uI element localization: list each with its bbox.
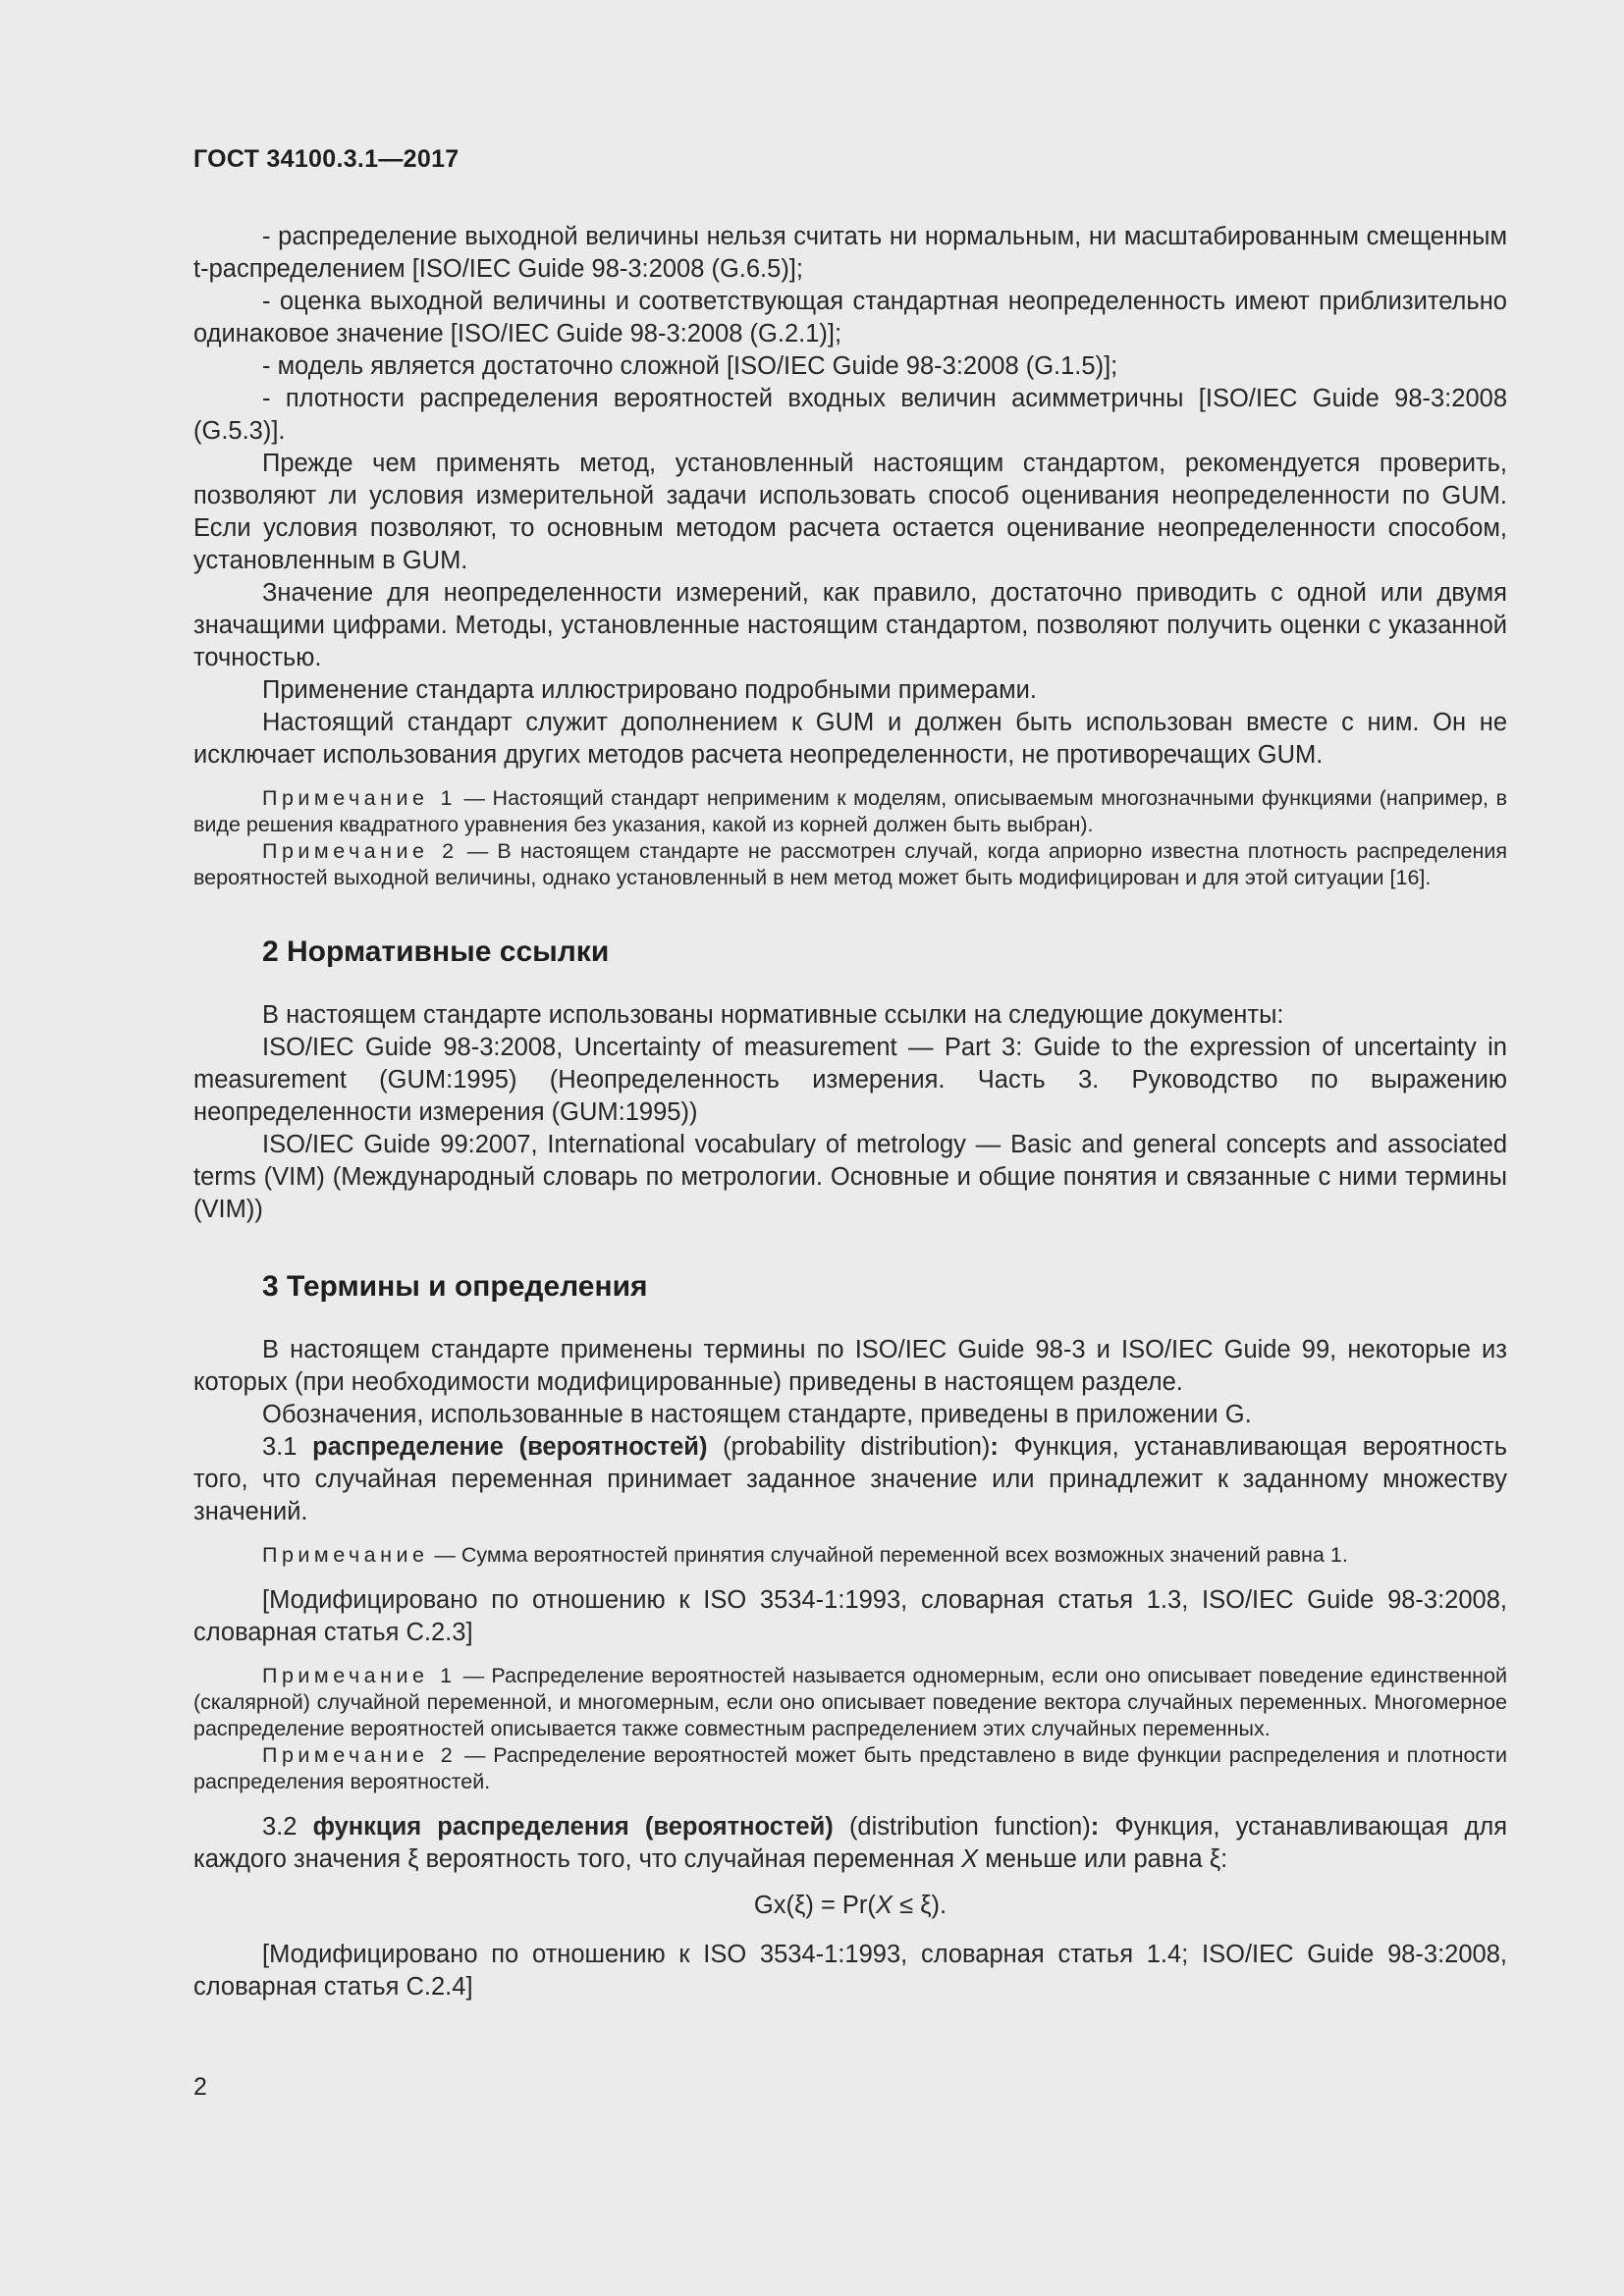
term-english: (probability distribution) — [723, 1433, 991, 1461]
list-item: - плотности распределения вероятностей входных величин асимметричны [ISO/IEC Guide 98-3:2008 (G.5.3)]. — [193, 385, 1507, 445]
paragraph: В настоящем стандарте применены термины по ISO/IEC Guide 98-3 и ISO/IEC Guide 99, некоторые из которых (при необходимости модифицированные) приведены в настоящем разделе. — [193, 1336, 1507, 1396]
note-text: — Распределение вероятностей может быть представлено в виде функции распределения и плотности распределения вероятностей. — [193, 1743, 1508, 1793]
document-header: ГОСТ 34100.3.1—2017 — [193, 145, 460, 173]
note-2 — [193, 1742, 1507, 1795]
note-text: — В настоящем стандарте не рассмотрен случай, когда априорно известна плотность распределения вероятностей выходной величины, однако установленный в нем метод может быть модифицирован и для этой ситуации [16]. — [193, 839, 1508, 889]
reference-item: ISO/IEC Guide 98-3:2008, Uncertainty of measurement — Part 3: Guide to the expression of uncertainty in measurement (GUM:1995) (Неопределенность измерения. Часть 3. Руководство по выражению неопределенности измерения (GUM:1995)) — [193, 1034, 1507, 1126]
variable-x: X — [961, 1845, 979, 1873]
reference-item: ISO/IEC Guide 99:2007, International vocabulary of metrology — Basic and general concepts and associated terms (VIM) (Международный словарь по метрологии. Основные и общие понятия и связанные с ними термины (VIM)) — [193, 1131, 1507, 1223]
note-label: Примечание 1 — [262, 1664, 457, 1687]
paragraph: Настоящий стандарт служит дополнением к GUM и должен быть использован вместе с ним. Он не исключает использования других методов расчета неопределенности, не противоречащих GUM. — [193, 709, 1507, 769]
page-number: 2 — [193, 2073, 207, 2101]
note-text: — Распределение вероятностей называется одномерным, если оно описывает поведение единственной (скалярной) случайной переменной, и многомерным, если оно описывает поведение вектора случайных переменных. Многомерное распределение вероятностей описывается также совместным распределением этих случайных переменных. — [193, 1664, 1507, 1740]
paragraph: Применение стандарта иллюстрировано подробными примерами. — [262, 676, 1037, 704]
term-english: (distribution function) — [848, 1813, 1091, 1841]
formula — [193, 1890, 1507, 1922]
note-label: Примечание 2 — [262, 839, 459, 863]
term-definition: Функция, устанавливающая вероятность того, что случайная переменная принимает заданное значение или принадлежит к заданному множеству значений. — [193, 1433, 1507, 1525]
term-3-2 — [193, 1811, 1507, 1876]
term-definition-b: меньше или равна ξ: — [978, 1845, 1228, 1873]
term-colon: : — [990, 1433, 999, 1461]
paragraph: В настоящем стандарте использованы нормативные ссылки на следующие документы: — [262, 1001, 1284, 1029]
formula-variable: X — [875, 1892, 893, 1919]
intro-notes — [193, 785, 1507, 891]
paragraph: Обозначения, использованные в настоящем стандарте, приведены в приложении G. — [262, 1401, 1252, 1428]
term-number: 3.2 — [262, 1813, 298, 1841]
section-heading-terms-definitions: 3 Термины и определения — [262, 1270, 648, 1303]
term-number: 3.1 — [262, 1433, 298, 1461]
term-3-1-note — [193, 1542, 1507, 1569]
term-definition-a: Функция, устанавливающая для каждого значения ξ вероятность того, что случайная переменная — [193, 1813, 1508, 1873]
note-text: — Сумма вероятностей принятия случайной переменной всех возможных значений равна 1. — [428, 1543, 1348, 1567]
term-name: распределение (вероятностей) — [312, 1433, 708, 1461]
term-3-2-source: [Модифицировано по отношению к ISO 3534-1:1993, словарная статья 1.4; ISO/IEC Guide 98-3:2008, словарная статья С.2.4] — [193, 1941, 1507, 2001]
list-item: - оценка выходной величины и соответствующая стандартная неопределенность имеют приблизительно одинаковое значение [ISO/IEC Guide 98-3:2008 (G.2.1)]; — [193, 288, 1507, 347]
list-item: - модель является достаточно сложной [ISO/IEC Guide 98-3:2008 (G.1.5)]; — [262, 352, 1118, 380]
note-text: — Настоящий стандарт неприменим к моделям, описываемым многозначными функциями (например, в виде решения квадратного уравнения без указания, какой из корней должен быть выбран). — [193, 786, 1508, 836]
note-label: Примечание — [262, 1543, 429, 1567]
note-label: Примечание 2 — [262, 1743, 458, 1767]
term-name: функция распределения (вероятностей) — [312, 1813, 834, 1841]
term-3-1-source: [Модифицировано по отношению к ISO 3534-1:1993, словарная статья 1.3, ISO/IEC Guide 98-3:2008, словарная статья С.2.3] — [193, 1586, 1507, 1646]
section-heading-normative-references: 2 Нормативные ссылки — [262, 935, 610, 968]
note-label: Примечание 1 — [262, 786, 457, 810]
page-content — [193, 145, 1507, 2003]
formula-rhs: ≤ ξ). — [892, 1892, 947, 1919]
note-1 — [193, 1663, 1507, 1742]
paragraph: Прежде чем применять метод, установленный настоящим стандартом, рекомендуется проверить, позволяют ли условия измерительной задачи использовать способ оценивания неопределенности по GUM. Если условия позволяют, то основным методом расчета остается оценивание неопределенности способом, установленным в GUM. — [193, 450, 1507, 574]
paragraph: Значение для неопределенности измерений, как правило, достаточно приводить с одной или двумя значащими цифрами. Методы, установленные настоящим стандартом, позволяют получить оценки с указанной точностью. — [193, 579, 1507, 671]
list-item: - распределение выходной величины нельзя считать ни нормальным, ни масштабированным смещенным t-распределением [ISO/IEC Guide 98-3:2008 (G.6.5)]; — [193, 223, 1507, 283]
term-colon: : — [1090, 1813, 1100, 1841]
term-3-1-notes — [193, 1663, 1507, 1795]
note-1 — [193, 785, 1507, 838]
term-3-1 — [193, 1431, 1507, 1528]
formula-lhs: Gx(ξ) = Pr( — [753, 1892, 876, 1919]
note-2 — [193, 838, 1507, 891]
